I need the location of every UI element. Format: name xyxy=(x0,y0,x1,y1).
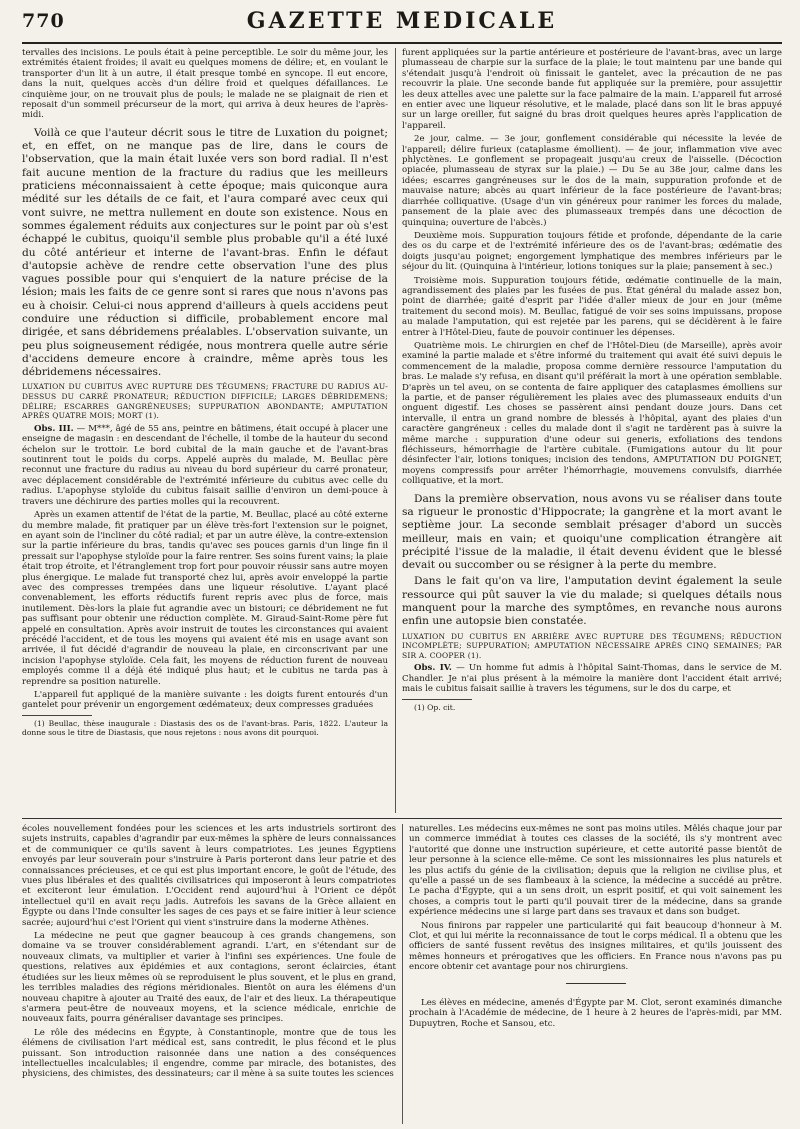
section-rule xyxy=(22,818,782,819)
paragraph-continuation: tervalles des incisions. Le pouls était à peine perceptible. Le soir du même jour, les extrémités étaient froides; il avait eu quelques momens de délire; et, en voulant le transporter d'un lit à un autre, il était presque tombé en syncope. Il eut encore, dans la nuit, quelques accès d'un délire froid et quelques défaillances. Le cinquième jour, on ne trouvait plus de pouls; le malade ne se plaignait de rien et reposait d'un sommeil précurseur de la mort, qui arriva à deux heures de l'après-midi. xyxy=(22,48,388,121)
paragraph-clot-honour: Nous finirons par rappeler une particularité qui fait beaucoup d'honneur à M. Clot, et qui lui mérite la reconnaissance de tout le corps médical. Il a obtenu que les officiers de santé fussent revêtus des insignes militaires, et qu'ils jouissent des mêmes honneurs et prérogatives que les officiers. En France nous n'avons pas pu encore obtenir cet avantage pour nos chirurgiens. xyxy=(409,920,782,973)
obs-3-label: Obs. III. xyxy=(34,423,74,434)
case-4-title: LUXATION DU CUBITUS EN ARRIÈRE AVEC RUPTURE DES TÉGUMENS; RÉDUCTION INCOMPLÈTE; SUPPURATION; AMPUTATION NÉCESSAIRE APRÈS CINQ SEMAINES; PAR SIR A. COOPER (1). xyxy=(402,631,782,660)
column-divider-lower xyxy=(402,824,403,1124)
obs-4-text: — Un homme fut admis à l'hôpital Saint-Thomas, dans le service de M. Chandler. Je n'ai plus présent à la mémoire la manière dont l'accident était arrivé; mais le cubitus faisait saillie à travers les tégumens, sur le dos du carpe, et xyxy=(402,663,782,695)
footnote-rule-right xyxy=(402,699,472,700)
paragraph-exam: Après un examen attentif de l'état de la partie, M. Beullac, placé au côté externe du membre malade, fit pratiquer par un élève très-fort l'extension sur le poignet, en ayant soin de l'incliner du côté radial; et par un autre élève, la contre-extension sur la partie inférieure du bras, tandis qu'avec ses pouces garnis d'un linge fin il pressait sur l'apophyse styloïde pour la faire rentrer. Ses soins furent vains; la plaie était trop étroite, et l'étranglement trop fort pour pouvoir réussir sans autre moyen plus énergique. Le malade fut transporté chez lui, après avoir enveloppé la partie avec des compresses trempées dans une liqueur résolutive. L'ayant placé convenablement, les efforts réductifs furent repris avec plus de force, mais inutilement. Dès-lors la plaie fut agrandie avec un bistouri; ce débridement ne fut pas suffisant pour obtenir une réduction complète. M. Giraud-Saint-Rome père fut appelé en consultation. Après avoir instruit de toutes les circonstances qui avaient précédé l'accident, et de tous les moyens qui avaient été mis en usage avant son arrivée, il fut décidé d'agrandir de nouveau la plaie, en circonscrivant par une incision l'apophyse styloïde. Cela fait, les moyens de réduction furent de nouveau employés comme il a déjà été indiqué plus haut; et le cubitus ne tarda pas à reprendre sa position naturelle. xyxy=(22,510,388,687)
paragraph-second-day: 2e jour, calme. — 3e jour, gonflement considérable qui nécessite la levée de l'appareil; délire furieux (cataplasme émollient). — 4e jour, inflammation vive avec phlyctènes. Le gonflement se propageait jusqu'au creux de l'aisselle. (Décoction opiacée, plumasseau de styrax sur la plaie.) — Du 5e au 38e jour, calme dans les idées; escarres gangréneuses sur le dos de la main, suppuration profonde et de mauvaise nature; abcès au quart inférieur de la face postérieure de l'avant-bras; diarrhée colliquative. (Usage d'un vin généreux pour ranimer les forces du malade, pansement de la plaie avec des plumasseaux trempés dans une décoction de quinquina; ouverture de l'abcès.) xyxy=(402,134,782,228)
paragraph-egypt-schools: écoles nouvellement fondées pour les sciences et les arts industriels sortiront des sujets instruits, capables d'agrandir par eux-mêmes la sphère de leurs connaissances et de communiquer ce qu'ils savent à leurs compatriotes. Les jeunes Égyptiens envoyés par leur souverain pour s'instruire à Paris porteront dans leur patrie et des connaissances précieuses, et ce qui est plus important encore, le goût de l'étude, des vues plus libérales et des qualités civilisatrices qui imposeront à leurs compatriotes et exciteront leur émulation. L'Occident rend aujourd'hui à l'Orient ce dépôt intellectuel qu'il en avait reçu jadis. Autrefois les savans de la Grèce allaient en Égypte ou dans l'Inde consulter les sages de ces pays et se faire initier à leur science sacrée; aujourd'hui c'est l'Orient qui vient s'instruire dans la moderne Athènes. xyxy=(22,824,396,928)
paragraph-first-observation: Dans la première observation, nous avons vu se réaliser dans toute sa rigueur le pronostic d'Hippocrate; la gangrène et la mort avant le septième jour. La seconde semblait présager d'abord un succès meilleur, mais en vain; et quoiqu'une complication étrangère ait précipité l'issue de la maladie, il était devenu évident que le blessé devait ou succomber ou se résigner à la perte du membre. xyxy=(402,492,782,572)
paragraph-third-month: Troisième mois. Suppuration toujours fétide, œdématie continuelle de la main, agrandissement des plaies par les fusées de pus. État général du malade assez bon, point de diarrhée; gaité d'esprit par l'idée d'aller mieux de jour en jour (même traitement du second mois). M. Beullac, fatigué de voir ses soins impuissans, propose au malade l'amputation, qui est rejetée par les parens, qui se décidèrent à le faire entrer à l'Hôtel-Dieu, faute de pouvoir continuer les dépenses. xyxy=(402,275,782,338)
bottom-left-column xyxy=(22,824,396,1124)
paragraph-role-of-physicians: Le rôle des médecins en Égypte, à Constantinople, montre que de tous les élémens de civilisation l'art médical est, sans contredit, le plus fécond et le plus puissant. Son introduction raisonnée dans une nation a des conséquences intellectuelles incalculables; il engendre, comme par miracle, des botanistes, des physiciens, des chimistes, des dessinateurs; car il mène à sa suite toutes les sciences xyxy=(22,1027,396,1080)
paragraph-appareil: L'appareil fut appliqué de la manière suivante : les doigts furent entourés d'un gantelet pour prévenir un engorgement œdémateux; deux compresses graduées xyxy=(22,690,388,711)
paragraph-voila: Voilà ce que l'auteur décrit sous le titre de Luxation du poignet; et, en effet, on ne manque pas de lire, dans le cours de l'observation, que la main était luxée vers son bord radial. Il n'est fait aucune mention de la fracture du radius que les meilleurs praticiens méconnaissaient à cette époque; mais quiconque aura médité sur les détails de ce fait, et l'aura comparé avec ceux qui vont suivre, ne mettra nullement en doute son existence. Nous en sommes également réduits aux conjectures sur le point par où s'est échappé le cubitus, quoiqu'il semble plus probable qu'il a été luxé du côté antérieur et interne de l'avant-bras. Enfin le défaut d'autopsie achève de rendre cette observation l'une des plus vagues possible pour qui s'enquiert de la nature précise de la lésion; mais les faits de ce genre sont si rares que nous n'avons pas eu à choisir. Celui-ci nous apprend d'ailleurs à quels accidens peut conduire une réduction si difficile, probablement encore mal dirigée, et sans débridemens préalables. L'observation suivante, un peu plus soigneusement rédigée, nous montrera quelle autre série d'accidens demeure encore à craindre, même après tous les débridemens nécessaires. xyxy=(22,126,388,379)
paragraph-fourth-month: Quatrième mois. Le chirurgien en chef de l'Hôtel-Dieu (de Marseille), après avoir examiné la partie malade et s'être informé du traitement qui avait été suivi depuis le commencement de la maladie, proposa comme dernière ressource l'amputation du bras. Le malade s'y refusa, en disant qu'il préférait la mort à une opération semblable. D'après un tel aveu, on se contenta de faire appliquer des cataplasmes émolliens sur la partie, et de panser régulièrement les plaies avec des plumasseaux enduits d'un onguent digestif. Les choses se passèrent ainsi pendant douze jours. Dans cet intervalle, il entra un grand nombre de blessés à l'hôpital, ayant des plaies d'un caractère gangréneux : celles du malade dont il s'agit ne tardèrent pas à suivre la même marche : suppuration d'une odeur sui generis, exfoliations des tendons fléchisseurs, hémorrhagie de l'artère cubitale. (Fumigations autour du lit pour désinfecter l'air, lotions toniques; incision des tendons, AMPUTATION DU POIGNET, moyens compressifs pour arrêter l'hémorrhagie, mouvemens convulsifs, diarrhée colliquative, et la mort. xyxy=(402,340,782,487)
left-column xyxy=(22,48,388,798)
obs-3-text: — M***, âgé de 55 ans, peintre en bâtimens, était occupé à placer une enseigne de magasin : en descendant de l'échelle, il tombe de la hauteur du second échelon sur le trottoir. Le bord cubital de la main gauche et de l'avant-bras soutinrent tout le poids du corps. Appelé auprès du malade, M. Beullac père reconnut une fracture du radius au niveau du bord supérieur du carré pronateur, avec déplacement considérable de l'extrémité inférieure du cubitus avec celle du radius. L'apophyse styloïde du cubitus faisait saillie d'environ un demi-pouce à travers une déchirure des parties molles qui la recouvrent. xyxy=(22,423,388,507)
right-column xyxy=(402,48,782,812)
paragraph-medicine-gains: La médecine ne peut que gagner beaucoup à ces grands changemens, son domaine va se trouver considérablement agrandi. L'art, en s'étendant sur de nouveaux climats, va multiplier et varier à l'infini ses expériences. Une foule de questions, relatives aux épidémies et aux contagions, seront éclaircies, étant étudiées sur les lieux mêmes où se reproduisent le plus souvent, et le plus en grand, les terribles maladies des régions méridionales. Bientôt on aura les élémens d'un nouveau chapitre à ajouter au Traité des eaux, de l'air et des lieux. La thérapeutique s'armera peut-être de nouveaux moyens, et la science médicale, enrichie de nouveaux faits, pourra généraliser davantage ses principes. xyxy=(22,931,396,1025)
obs-4-label: Obs. IV. xyxy=(414,663,452,674)
paragraph-second-month: Deuxième mois. Suppuration toujours fétide et profonde, dépendante de la carie des os du carpe et de l'extrémité inférieure des os de l'avant-bras; œdématie des doigts jusqu'au poignet; engorgement lymphatique des membres inférieurs par le séjour du lit. (Quinquina à l'intérieur, lotions toniques sur la plaie; pansement à sec.) xyxy=(402,230,782,273)
journal-title: GAZETTE MEDICALE xyxy=(246,8,558,34)
paragraph-physicians-missionaries: naturelles. Les médecins eux-mêmes ne sont pas moins utiles. Mêlés chaque jour par un commerce immédiat à toutes ces classes de la société, ils s'y montrent avec l'autorité que donne une instruction supérieure, et cette autorité passe bientôt de leur personne à la science elle-même. Ce sont les missionnaires les plus naturels et les plus actifs du génie de la civilisation; depuis que la religion ne civilise plus, et qu'elle a passé un de ses flambeaux à la science, la médecine a succédé au prêtre. Le pacha d'Égypte, qui a un sens droit, un esprit positif, et qui voit sainement les choses, a compris tout le parti qu'il pouvait tirer de la médecine, dans sa grande expérience médecins une si large part dans ses travaux et dans son budget. xyxy=(409,824,782,918)
notice-rule xyxy=(566,983,626,984)
paragraph-appareil-continued: furent appliquées sur la partie antérieure et postérieure de l'avant-bras, avec un large plumasseau de charpie sur la surface de la plaie; le tout maintenu par une bande qui s'étendait jusqu'à l'endroit où finissait le gantelet, avec la précaution de ne pas recouvrir la plaie. Une seconde bande fut appliquée sur la première, pour assujettir les deux attelles avec une palette sur la face palmaire de la main. L'appareil fut arrosé en entier avec une liqueur résolutive, et le malade, placé dans son lit le bras appuyé sur un large oreiller, fut saigné du bras droit quelques heures après l'application de l'appareil. xyxy=(402,48,782,131)
page-header xyxy=(22,8,782,42)
footnote-left: (1) Beullac, thèse inaugurale : Diastasis des os de l'avant-bras. Paris, 1822. L'auteur la donne sous le titre de Diastasis, que nous rejetons : nous avons dit pourquoi. xyxy=(22,718,388,738)
footnote-rule xyxy=(22,715,92,716)
case-3-title: LUXATION DU CUBITUS AVEC RUPTURE DES TÉGUMENS; FRACTURE DU RADIUS AU-DESSUS DU CARRÉ PRONATEUR; RÉDUCTION DIFFICILE; LARGES DÉBRIDEMENS; DÉLIRE; ESCARRES GANGRÉNEUSES; SUPPURATION ABONDANTE; AMPUTATION APRÈS QUATRE MOIS; MORT (1). xyxy=(22,382,388,421)
notice-egyptian-students: Les élèves en médecine, amenés d'Égypte par M. Clot, seront examinés dimanche prochain à l'Académie de médecine, de 1 heure à 2 heures de l'après-midi, par MM. Dupuytren, Roche et Sansou, etc. xyxy=(409,997,782,1029)
column-divider-upper xyxy=(395,48,396,813)
bottom-right-column xyxy=(409,824,782,1124)
header-rule xyxy=(22,42,782,44)
footnote-right: (1) Op. cit. xyxy=(414,702,456,712)
page-number: 770 xyxy=(22,10,65,32)
paragraph-next-fact: Dans le fait qu'on va lire, l'amputation devint également la seule ressource qui pût sauver la vie du malade; si quelques détails nous manquent pour la marche des symptômes, en revanche nous aurons enfin une autopsie bien constatée. xyxy=(402,575,782,628)
